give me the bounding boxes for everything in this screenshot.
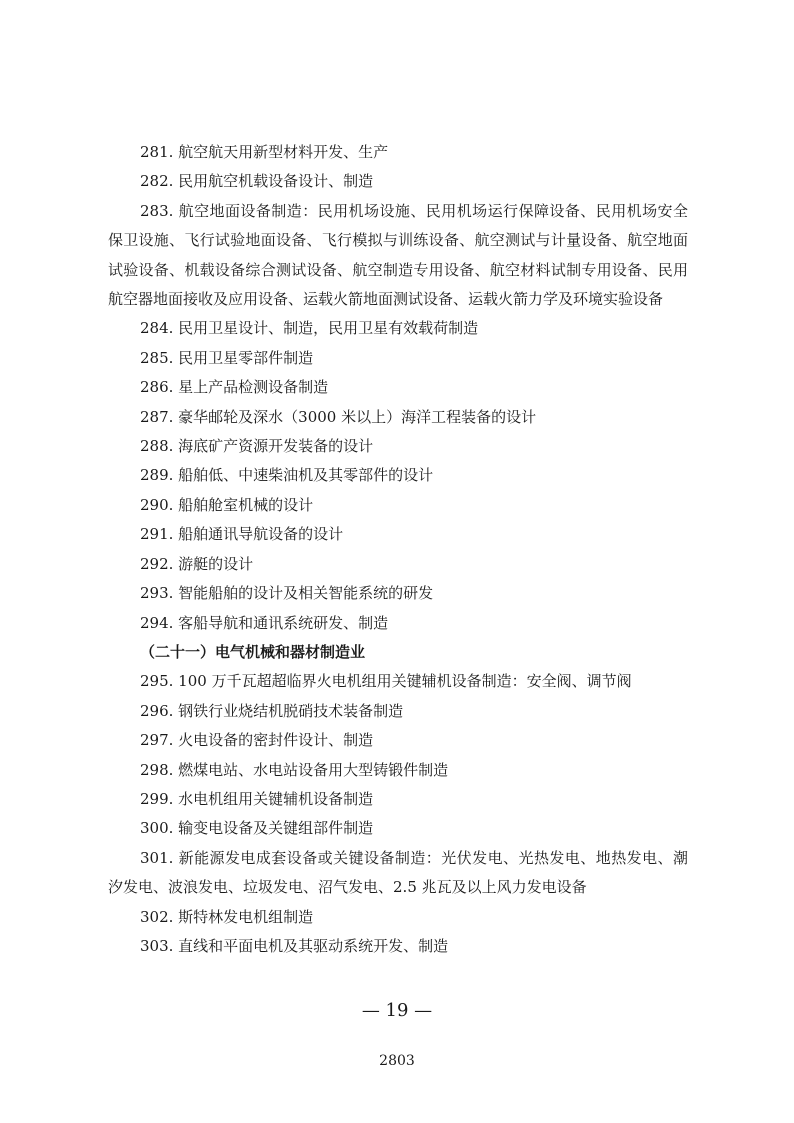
list-item: 289. 船舶低、中速柴油机及其零部件的设计: [140, 466, 434, 485]
list-item: 303. 直线和平面电机及其驱动系统开发、制造: [140, 936, 449, 955]
list-item: 282. 民用航空机载设备设计、制造: [140, 172, 374, 191]
list-item: 297. 火电设备的密封件设计、制造: [140, 731, 374, 750]
list-item: 295. 100 万千瓦超超临界火电机组用关键辅机设备制造：安全阀、调节阀: [140, 672, 632, 691]
section-heading: （二十一）电气机械和器材制造业: [140, 642, 366, 661]
list-item: 302. 斯特林发电机组制造: [140, 907, 314, 926]
list-item: 287. 豪华邮轮及深水（3000 米以上）海洋工程装备的设计: [140, 407, 537, 426]
list-item: 290. 船舶舱室机械的设计: [140, 495, 314, 514]
item-list-aerospace-marine: [108, 138, 688, 638]
list-item: 296. 钢铁行业烧结机脱硝技术装备制造: [140, 701, 404, 720]
list-item: 281. 航空航天用新型材料开发、生产: [140, 143, 389, 161]
list-item: 301. 新能源发电成套设备或关键设备制造：光伏发电、光热发电、地热发电、潮汐发电、波浪发电、垃圾发电、沼气发电、2.5 兆瓦及以上风力发电设备: [108, 848, 688, 897]
list-item: 284. 民用卫星设计、制造，民用卫星有效载荷制造: [140, 319, 479, 338]
document-number: 2803: [379, 1053, 415, 1069]
list-item: 292. 游艇的设计: [140, 554, 254, 573]
list-item: 294. 客船导航和通讯系统研发、制造: [140, 613, 389, 632]
document-body: [108, 138, 688, 961]
list-item: 286. 星上产品检测设备制造: [140, 378, 329, 397]
list-item: 300. 输变电设备及关键组部件制造: [140, 819, 374, 838]
item-list-electrical: [108, 667, 688, 961]
page-number: — 19 —: [361, 1000, 433, 1021]
list-item: 288. 海底矿产资源开发装备的设计: [140, 437, 374, 456]
list-item: 285. 民用卫星零部件制造: [140, 348, 314, 367]
list-item: 283. 航空地面设备制造：民用机场设施、民用机场运行保障设备、民用机场安全保卫设施、飞行试验地面设备、飞行模拟与训练设备、航空测试与计量设备、航空地面试验设备、机载设备综合测试设备、航空制造专用设备、航空材料试制专用设备、民用航空器地面接收及应用设备、运载火箭地面测试设备、运载火箭力学及环境实验设备: [108, 201, 688, 309]
list-item: 293. 智能船舶的设计及相关智能系统的研发: [140, 584, 434, 603]
list-item: 299. 水电机组用关键辅机设备制造: [140, 789, 374, 808]
list-item: 291. 船舶通讯导航设备的设计: [140, 525, 344, 544]
list-item: 298. 燃煤电站、水电站设备用大型铸锻件制造: [140, 760, 449, 779]
